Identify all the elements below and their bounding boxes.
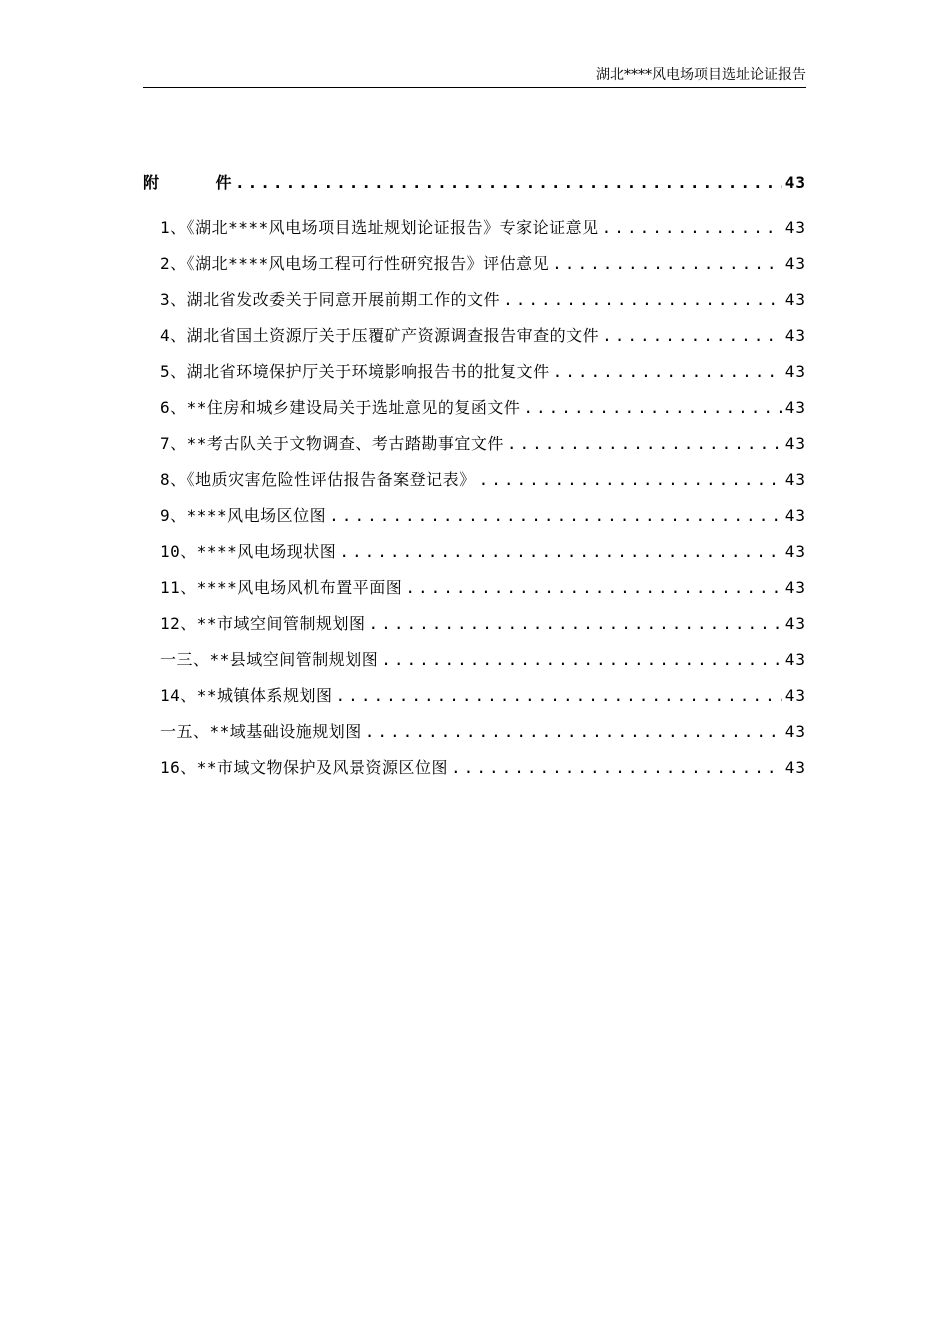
toc-entry-title: 一五、**域基础设施规划图 xyxy=(160,722,362,741)
toc-entry[interactable] xyxy=(143,647,806,683)
toc-page-number: 43 xyxy=(784,758,806,777)
toc-entry-title: 10、****风电场现状图 xyxy=(160,542,337,561)
dot-leader xyxy=(381,650,781,669)
toc-entry-title: 12、**市域空间管制规划图 xyxy=(160,614,366,633)
toc-entry[interactable] xyxy=(143,719,806,755)
dot-leader xyxy=(329,506,782,525)
toc-page-number: 43 xyxy=(784,173,806,192)
toc-entry[interactable] xyxy=(143,503,806,539)
toc-page-number: 43 xyxy=(784,218,806,237)
toc-entry[interactable] xyxy=(143,575,806,611)
toc-entry-title: 14、**城镇体系规划图 xyxy=(160,686,333,705)
toc-entry-title: 11、****风电场风机布置平面图 xyxy=(160,578,403,597)
dot-leader xyxy=(553,362,782,381)
toc-entry[interactable] xyxy=(143,539,806,575)
toc-entry-title: 6、**住房和城乡建设局关于选址意见的复函文件 xyxy=(160,398,521,417)
toc-entry[interactable] xyxy=(143,683,806,719)
dot-leader xyxy=(369,614,782,633)
dot-leader xyxy=(365,722,782,741)
dot-leader xyxy=(552,254,782,273)
toc-page-number: 43 xyxy=(784,686,806,705)
toc-entry-title: 附 件 xyxy=(143,173,233,192)
dot-leader xyxy=(602,218,782,237)
toc-entry-title: 一三、**县域空间管制规划图 xyxy=(160,650,379,669)
toc-page-number: 43 xyxy=(784,398,806,417)
table-of-contents xyxy=(143,170,806,791)
toc-entry-title: 9、****风电场区位图 xyxy=(160,506,327,525)
toc-entry-title: 5、湖北省环境保护厅关于环境影响报告书的批复文件 xyxy=(160,362,550,381)
toc-page-number: 43 xyxy=(784,362,806,381)
toc-entry[interactable] xyxy=(143,611,806,647)
toc-entry-title: 3、湖北省发改委关于同意开展前期工作的文件 xyxy=(160,290,501,309)
toc-entry-title: 4、湖北省国土资源厅关于压覆矿产资源调查报告审查的文件 xyxy=(160,326,600,345)
toc-entry-title: 1、《湖北****风电场项目选址规划论证报告》专家论证意见 xyxy=(160,218,599,237)
toc-entry[interactable] xyxy=(143,431,806,467)
toc-entry-title: 8、《地质灾害危险性评估报告备案登记表》 xyxy=(160,470,476,489)
toc-entry-title: 2、《湖北****风电场工程可行性研究报告》评估意见 xyxy=(160,254,550,273)
toc-page-number: 43 xyxy=(784,506,806,525)
dot-leader xyxy=(235,173,782,192)
toc-entry[interactable] xyxy=(143,287,806,323)
dot-leader xyxy=(451,758,782,777)
toc-entry-title: 16、**市域文物保护及风景资源区位图 xyxy=(160,758,449,777)
dot-leader xyxy=(602,326,782,345)
toc-page-number: 43 xyxy=(784,290,806,309)
toc-page-number: 43 xyxy=(784,434,806,453)
running-header: 湖北****风电场项目选址论证报告 xyxy=(596,67,806,83)
toc-page-number: 43 xyxy=(784,470,806,489)
toc-entry[interactable] xyxy=(143,359,806,395)
dot-leader xyxy=(336,686,782,705)
toc-entry[interactable] xyxy=(143,323,806,359)
toc-page-number: 43 xyxy=(784,614,806,633)
toc-page-number: 43 xyxy=(784,578,806,597)
toc-page-number: 43 xyxy=(784,542,806,561)
toc-page-number: 43 xyxy=(784,650,806,669)
toc-page-number: 43 xyxy=(784,254,806,273)
toc-entry[interactable] xyxy=(143,755,806,791)
toc-entry[interactable] xyxy=(143,467,806,503)
dot-leader xyxy=(339,542,781,561)
toc-page-number: 43 xyxy=(784,326,806,345)
toc-entry[interactable] xyxy=(143,251,806,287)
dot-leader xyxy=(507,434,782,453)
toc-entry[interactable] xyxy=(143,215,806,251)
toc-page-number: 43 xyxy=(784,722,806,741)
toc-entry[interactable] xyxy=(143,395,806,431)
toc-entry-title: 7、**考古队关于文物调查、考古踏勘事宜文件 xyxy=(160,434,504,453)
dot-leader xyxy=(405,578,781,597)
dot-leader xyxy=(503,290,782,309)
dot-leader xyxy=(479,470,782,489)
dot-leader xyxy=(523,398,781,417)
header-rule xyxy=(143,87,806,88)
toc-entry-appendix[interactable] xyxy=(143,170,806,215)
